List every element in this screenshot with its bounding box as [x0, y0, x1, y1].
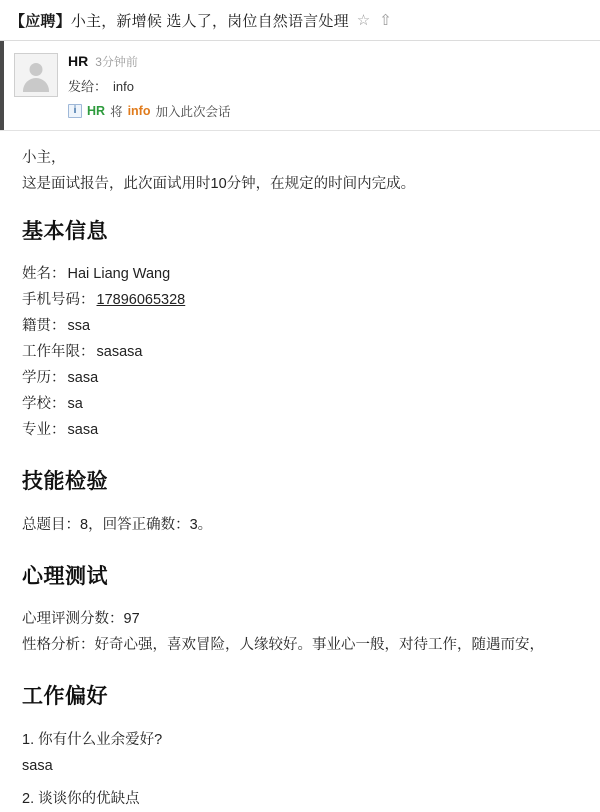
- skill-test-summary: 总题目：8，回答正确数：3。: [22, 516, 213, 533]
- section-heading-basic-info: 基本信息: [22, 219, 108, 243]
- field-education-label: 学历：: [22, 370, 66, 387]
- sender-line: [68, 53, 588, 70]
- psych-analysis: [22, 634, 578, 658]
- field-phone-label: 手机号码：: [22, 292, 95, 309]
- message-body: [0, 131, 600, 812]
- section-heading-skill-test: 技能检验: [22, 469, 108, 493]
- section-heading-psych-test: 心理测试: [22, 564, 108, 588]
- psych-analysis-label: 性格分析：: [22, 637, 95, 654]
- page-title: [10, 10, 349, 31]
- section-heading-work-preference: 工作偏好: [22, 684, 108, 708]
- field-education-value: sasa: [67, 370, 99, 387]
- avatar: [14, 53, 58, 97]
- work-pref-question-2: 2. 谈谈你的优缺点: [22, 791, 140, 808]
- message-meta: [68, 53, 588, 120]
- work-pref-answer-1: sasa: [22, 757, 53, 774]
- timestamp: 3分钟前: [95, 55, 138, 69]
- greeting: 小主，: [22, 150, 66, 166]
- star-icon[interactable]: ☆: [356, 12, 371, 29]
- intro-text: 这是面试报告，此次面试用时10分钟，在规定的时间内完成。: [22, 175, 416, 192]
- field-major-label: 专业：: [22, 422, 66, 439]
- flag-icon[interactable]: ⇧: [379, 12, 392, 29]
- work-pref-question-1: 1. 你有什么业余爱好?: [22, 731, 163, 748]
- sender-name[interactable]: HR: [68, 53, 89, 69]
- info-icon: i: [68, 104, 82, 118]
- field-name-value: Hai Liang Wang: [67, 266, 171, 283]
- field-school-label: 学校：: [22, 396, 66, 413]
- field-name-label: 姓名：: [22, 266, 66, 283]
- recipient-value[interactable]: info: [113, 79, 134, 94]
- field-phone-value[interactable]: 17896065328: [96, 292, 186, 309]
- recipient-label: 发给：: [68, 79, 108, 94]
- psych-score: [22, 608, 578, 632]
- psych-score-value: 97: [123, 611, 140, 628]
- field-school: [22, 393, 578, 417]
- join-notice-suffix: 加入此次会话: [155, 105, 231, 119]
- join-notice: [68, 102, 588, 120]
- join-notice-verb: 将: [110, 105, 123, 119]
- recipient-line: [68, 76, 588, 95]
- field-hometown-label: 籍贯：: [22, 318, 66, 335]
- field-education: [22, 367, 578, 391]
- field-experience-value: sasasa: [96, 344, 143, 361]
- subject-bar: [0, 0, 600, 41]
- field-experience-label: 工作年限：: [22, 344, 95, 361]
- field-school-value: sa: [67, 396, 83, 413]
- field-hometown-value: ssa: [67, 318, 91, 335]
- message-header: [0, 41, 600, 130]
- field-major-value: sasa: [67, 422, 99, 439]
- field-phone: [22, 289, 578, 313]
- subject-tag: 【应聘】: [10, 13, 71, 30]
- join-notice-target: info: [127, 104, 151, 118]
- join-notice-actor: HR: [87, 104, 106, 118]
- subject-title: 小主，新增候 选人了，岗位自然语言处理: [70, 13, 349, 30]
- psych-analysis-value: 好奇心强，喜欢冒险，人缘较好。事业心一般，对待工作，随遇而安，: [94, 637, 544, 654]
- subject-icons: [357, 13, 392, 28]
- field-experience: [22, 341, 578, 365]
- field-hometown: [22, 315, 578, 339]
- field-name: [22, 263, 578, 287]
- field-major: [22, 419, 578, 443]
- psych-score-label: 心理评测分数：: [22, 611, 124, 628]
